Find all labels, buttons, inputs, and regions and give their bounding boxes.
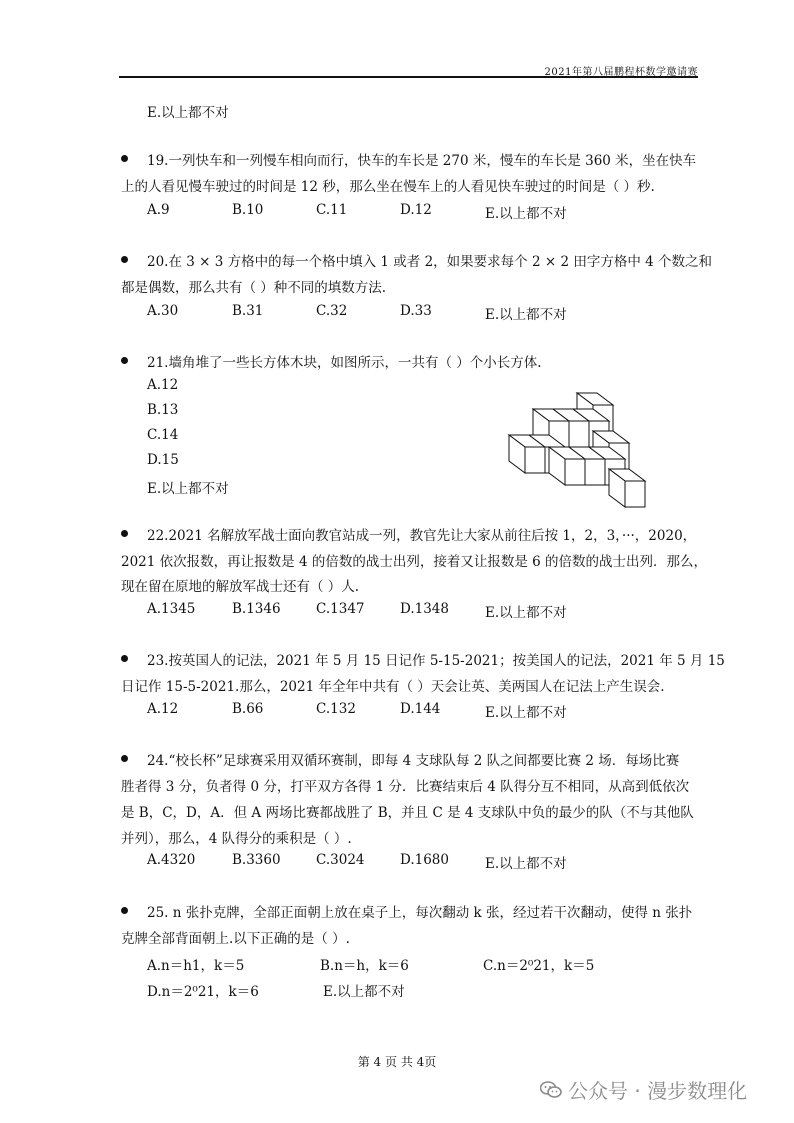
q20-option-a: A.30 (147, 303, 179, 319)
q22-line-3: 现在留在原地的解放军战士还有（ ）人. (121, 579, 360, 595)
q25-option-e: E.以上都不对 (323, 984, 405, 1000)
q23-option-b: B.66 (232, 701, 264, 717)
q21-option-c: C.14 (147, 427, 179, 443)
q25-option-c: C.n＝2⁰21，k＝5 (483, 958, 595, 974)
q21-bullet (121, 357, 128, 364)
q20-option-b: B.31 (232, 303, 264, 319)
q19-option-b: B.10 (232, 202, 264, 218)
q24-option-d: D.1680 (400, 852, 449, 868)
watermark-text: 公众号 · 漫步数理化 (568, 1079, 748, 1103)
q23-line-1: 23.按英国人的记法，2021 年 5 月 15 日记作 5-15-2021；按美国人的记法，2021 年 5 月 15 (147, 653, 725, 669)
q22-line-2: 2021 依次报数，再让报数是 4 的倍数的战士出列，接着又让报数是 6 的倍数的战士出列．那么， (121, 554, 707, 570)
q20-option-e: E.以上都不对 (485, 307, 567, 323)
q22-option-a: A.1345 (147, 601, 196, 617)
q24-line-3: 是 B，C，D，A．但 A 两场比赛都战胜了 B，并且 C 是 4 支球队中负的最少的队（不与其他队 (121, 805, 694, 821)
q23-option-e: E.以上都不对 (485, 705, 567, 721)
q23-option-d: D.144 (400, 701, 441, 717)
q23-bullet (121, 655, 128, 662)
q24-line-4: 并列），那么，4 队得分的乘积是（ ）. (121, 831, 352, 847)
q20-bullet (121, 256, 128, 263)
q24-option-e: E.以上都不对 (485, 856, 567, 872)
q21-option-a: A.12 (147, 377, 179, 393)
q19-option-d: D.12 (400, 202, 432, 218)
q24-option-c: C.3024 (316, 852, 365, 868)
watermark (540, 1075, 747, 1104)
q25-option-b: B.n＝h，k＝6 (320, 958, 409, 974)
q19-bullet (121, 155, 128, 162)
q19-option-e: E.以上都不对 (485, 206, 567, 222)
q24-option-a: A.4320 (147, 852, 196, 868)
q22-bullet (121, 530, 128, 537)
q25-line-1: 25. n 张扑克牌，全部正面朝上放在桌子上，每次翻动 k 张，经过若干次翻动，使得 n 张扑 (147, 905, 693, 921)
q25-line-2: 克牌全部背面朝上.以下正确的是（ ）. (121, 931, 350, 947)
q22-option-c: C.1347 (316, 601, 365, 617)
q22-option-b: B.1346 (232, 601, 281, 617)
q21-option-e: E.以上都不对 (147, 481, 229, 497)
q20-line-1: 20.在 3 × 3 方格中的每一个格中填入 1 或者 2，如果要求每个 2 × 2 田字方格中 4 个数之和 (147, 254, 713, 270)
q24-bullet (121, 755, 128, 762)
q21-option-d: D.15 (147, 452, 179, 468)
q18-option-e: E.以上都不对 (147, 105, 229, 121)
page-number: 第 4 页 共 4页 (357, 1055, 437, 1069)
q22-line-1: 22.2021 名解放军战士面向教官站成一列，教官先让大家从前往后按 1，2，3，···，2020， (147, 528, 697, 544)
q19-option-a: A.9 (147, 202, 170, 218)
q21-line-1: 21.墙角堆了一些长方体木块，如图所示，一共有（ ）个小长方体. (147, 355, 542, 371)
header-divider (119, 76, 698, 78)
q24-line-1: 24.“校长杯”足球赛采用双循环赛制，即每 4 支球队每 2 队之间都要比赛 2 场．每场比赛 (147, 753, 680, 769)
q22-option-e: E.以上都不对 (485, 605, 567, 621)
q23-option-a: A.12 (147, 701, 179, 717)
q25-bullet (121, 907, 128, 914)
q23-option-c: C.132 (316, 701, 356, 717)
q20-option-d: D.33 (400, 303, 432, 319)
wechat-icon (540, 1081, 562, 1099)
q22-option-d: D.1348 (400, 601, 449, 617)
stacked-blocks-figure (505, 391, 650, 511)
block-front-6 (609, 469, 645, 507)
q25-option-d: D.n＝2⁰21，k＝6 (147, 984, 259, 1000)
q24-line-2: 胜者得 3 分，负者得 0 分，打平双方各得 1 分．比赛结束后 4 队得分互不相同，从高到低依次 (121, 779, 690, 795)
q21-option-b: B.13 (147, 402, 179, 418)
q19-line-2: 上的人看见慢车驶过的时间是 12 秒，那么坐在慢车上的人看见快车驶过的时间是（ ）秒. (121, 179, 655, 195)
header-title: 2021年第八届鹏程杯数学邀请赛 (544, 67, 698, 78)
q19-option-c: C.11 (316, 202, 348, 218)
q20-option-c: C.32 (316, 303, 348, 319)
q25-option-a: A.n＝h1，k＝5 (147, 958, 245, 974)
q23-line-2: 日记作 15-5-2021.那么，2021 年全年中共有（ ）天会让英、美两国人在记法上产生误会. (121, 679, 665, 695)
q24-option-b: B.3360 (232, 852, 281, 868)
q19-line-1: 19.一列快车和一列慢车相向而行，快车的车长是 270 米，慢车的车长是 360 米，坐在快车 (147, 153, 697, 169)
q20-line-2: 都是偶数，那么共有（ ）种不同的填数方法. (121, 280, 387, 296)
